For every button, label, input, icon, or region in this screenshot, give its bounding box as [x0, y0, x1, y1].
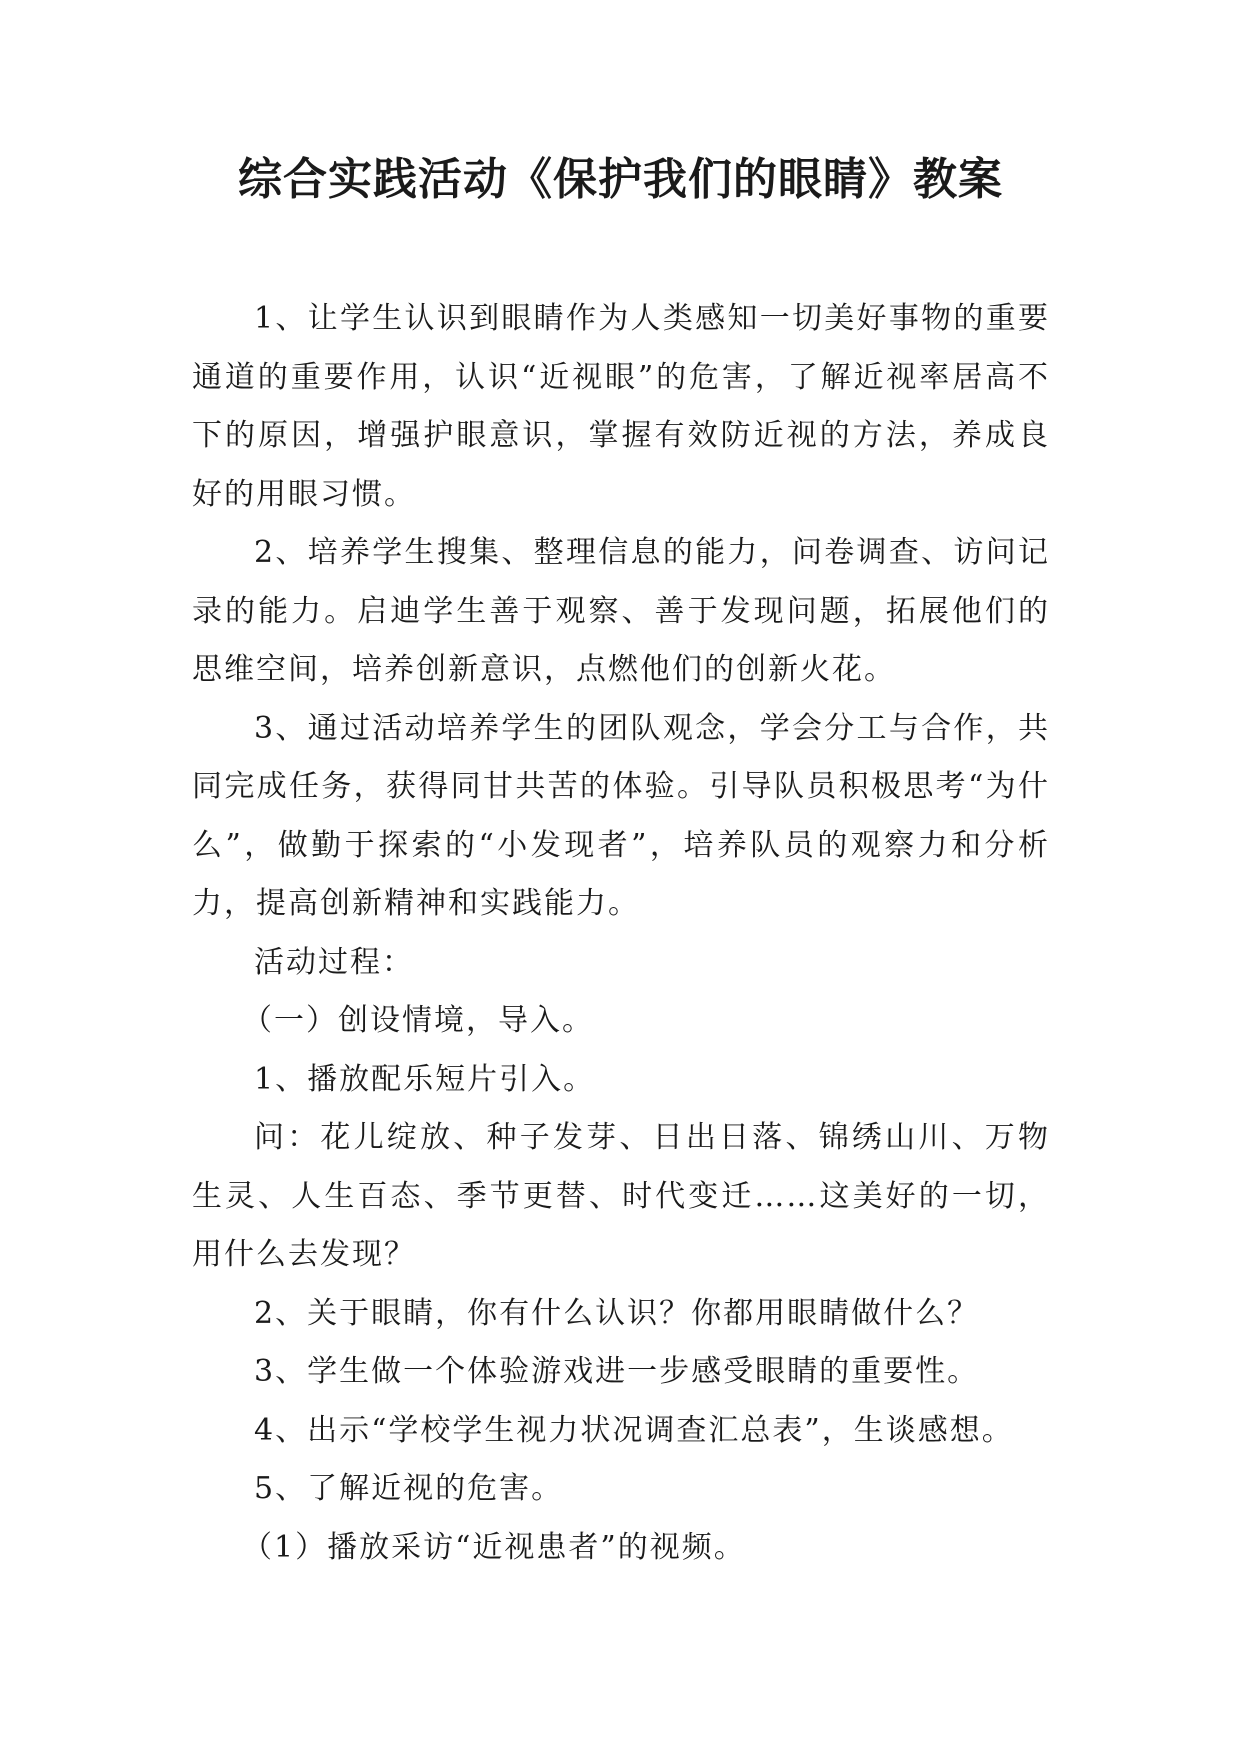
- step-1-play-video: 1、播放配乐短片引入。: [254, 1061, 596, 1097]
- document-body: [192, 290, 1050, 1577]
- step-5-myopia-harm: 5、了解近视的危害。: [254, 1471, 564, 1506]
- question-paragraph: 问：花儿绽放、种子发芽、日出日落、锦绣山川、万物生灵、人生百态、季节更替、时代变迁……这美好的一切，用什么去发现？: [192, 1120, 1050, 1272]
- document-title: 综合实践活动《保护我们的眼睛》教案: [238, 154, 1003, 205]
- paragraph-objective-1: 1、让学生认识到眼睛作为人类感知一切美好事物的重要通道的重要作用，认识“近视眼”的危害，了解近视率居高不下的原因，增强护眼意识，掌握有效防近视的方法，养成良好的用眼习惯。: [192, 301, 1050, 512]
- paragraph-objective-2: 2、培养学生搜集、整理信息的能力，问卷调查、访问记录的能力。启迪学生善于观察、善于发现问题，拓展他们的思维空间，培养创新意识，点燃他们的创新火花。: [192, 535, 1050, 687]
- step-3-experience-game: 3、学生做一个体验游戏进一步感受眼睛的重要性。: [254, 1354, 980, 1389]
- step-4-survey-table: 4、出示“学校学生视力状况调查汇总表”，生谈感想。: [254, 1412, 1014, 1448]
- section-heading-activity-process: 活动过程：: [254, 944, 414, 980]
- paragraph-objective-3: 3、通过活动培养学生的团队观念，学会分工与合作，共同完成任务，获得同甘共苦的体验。引导队员积极思考“为什么”，做勤于探索的“小发现者”，培养队员的观察力和分析力，提高创新精神和实践能力。: [192, 710, 1050, 921]
- substep-1-interview-video: （1）播放采访“近视患者”的视频。: [242, 1529, 746, 1565]
- step-2-about-eyes: 2、关于眼睛，你有什么认识？你都用眼睛做什么？: [254, 1295, 980, 1331]
- subsection-heading-create-situation: （一）创设情境，导入。: [242, 1003, 594, 1038]
